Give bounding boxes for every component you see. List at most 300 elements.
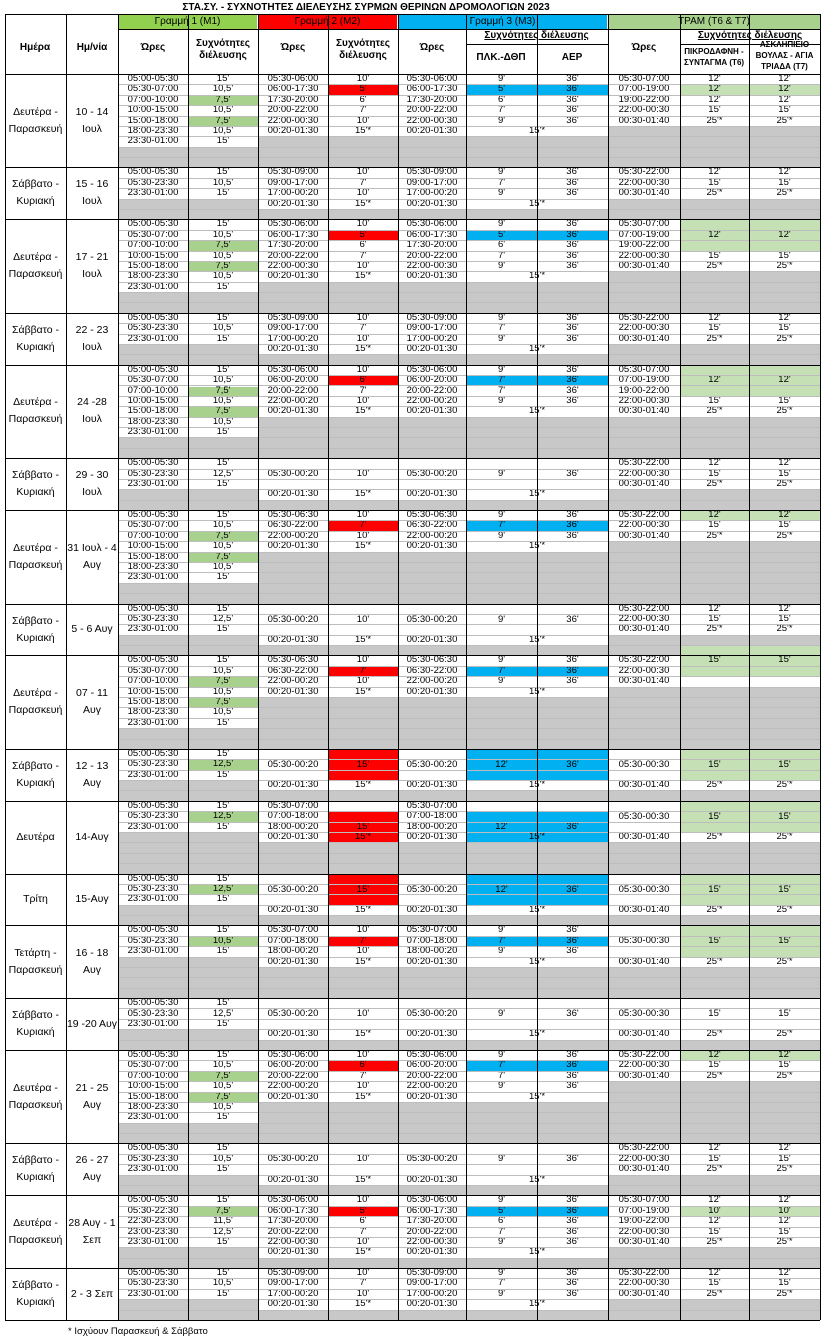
line-m1-header: Γραμμή 1 (M1) bbox=[118, 15, 257, 29]
time-range: 20:00-22:00 bbox=[406, 384, 458, 396]
grid-line bbox=[118, 14, 119, 1320]
time-range: 05:30-09:00 bbox=[267, 311, 319, 323]
grid-line bbox=[5, 1143, 820, 1144]
time-range: 05:30-22:00 bbox=[618, 602, 670, 614]
time-range: 22:00-00:30 bbox=[267, 259, 319, 271]
frequency-value: 9' bbox=[497, 1153, 506, 1165]
grid-line bbox=[118, 759, 820, 760]
time-range: 22:00-00:30 bbox=[618, 467, 670, 479]
frequency-value: 7,5' bbox=[215, 550, 231, 562]
grid-line bbox=[118, 552, 820, 553]
time-range: 17:30-20:00 bbox=[267, 93, 319, 105]
frequency-value: 15' bbox=[778, 883, 791, 895]
frequency-value: 12' bbox=[495, 883, 508, 895]
frequency-value: 6' bbox=[359, 93, 367, 105]
time-range: 05:30-00:20 bbox=[406, 1153, 458, 1165]
frequency-value: 15' bbox=[216, 820, 230, 832]
frequency-value: 7' bbox=[359, 934, 367, 946]
time-range: 15:00-18:00 bbox=[127, 550, 179, 562]
grid-line bbox=[118, 1154, 820, 1155]
frequency-value: 25'* bbox=[706, 779, 723, 791]
grid-line bbox=[328, 14, 329, 1320]
frequency-value: 15' bbox=[216, 1017, 230, 1029]
grid-line bbox=[118, 1081, 820, 1082]
frequency-value: 15' bbox=[356, 883, 370, 895]
frequency-value: 7,5' bbox=[215, 405, 231, 417]
frequency-value: 36' bbox=[566, 1225, 579, 1237]
time-range: 19:00-22:00 bbox=[618, 93, 670, 105]
time-range: 23:30-01:00 bbox=[127, 768, 179, 780]
frequency-value: 36' bbox=[566, 1059, 579, 1071]
frequency-value: 15' bbox=[216, 1111, 230, 1123]
grid-line bbox=[118, 261, 820, 262]
date-column-header: Ημ/νία bbox=[76, 42, 108, 53]
frequency-value: 9' bbox=[497, 1287, 506, 1299]
grid-line bbox=[5, 655, 820, 656]
frequency-value: 15' bbox=[778, 467, 791, 479]
grid-line bbox=[118, 967, 820, 968]
time-range: 05:00-05:30 bbox=[127, 1049, 179, 1061]
grid-line bbox=[118, 541, 820, 542]
time-range: 07:00-18:00 bbox=[267, 934, 319, 946]
frequency-value: 36' bbox=[566, 93, 579, 105]
time-range: 22:00-00:20 bbox=[406, 394, 458, 406]
frequency-value: 6' bbox=[497, 239, 506, 251]
time-range: 10:00-15:00 bbox=[127, 249, 179, 261]
frequency-value: 5' bbox=[497, 228, 506, 240]
frequency-value: 12' bbox=[708, 509, 721, 521]
grid-line bbox=[118, 105, 820, 106]
frequency-value: 10,5' bbox=[212, 394, 234, 406]
frequency-value: 7' bbox=[359, 1069, 367, 1081]
grid-line bbox=[118, 915, 820, 916]
frequency-value: 25'* bbox=[776, 779, 793, 791]
time-range: 00:30-01:40 bbox=[618, 405, 670, 417]
frequency-value: 9' bbox=[497, 675, 506, 687]
frequency-value: 10,5' bbox=[212, 706, 234, 718]
frequency-value: 15'* bbox=[528, 779, 546, 791]
frequency-value: 15' bbox=[216, 924, 230, 936]
grid-line bbox=[118, 157, 820, 158]
frequency-value: 36' bbox=[566, 114, 579, 126]
frequency-value: 9' bbox=[497, 259, 506, 271]
grid-line bbox=[820, 14, 821, 1320]
grid-line bbox=[118, 1278, 820, 1279]
grid-line bbox=[118, 572, 820, 573]
time-range: 05:00-05:30 bbox=[127, 73, 179, 84]
date-label: 17 - 21 Ιουλ bbox=[75, 251, 109, 281]
time-range: 23:30-01:00 bbox=[127, 135, 179, 147]
grid-line bbox=[66, 14, 67, 1320]
frequency-value: 7' bbox=[359, 249, 367, 261]
grid-line bbox=[118, 1247, 820, 1248]
frequency-value: 12,5' bbox=[212, 882, 234, 894]
time-range: 05:30-07:00 bbox=[127, 1059, 179, 1071]
time-range: 00:30-01:40 bbox=[618, 1163, 670, 1175]
line-m3-header: Γραμμή 3 (M3) bbox=[398, 15, 607, 29]
frequency-value: 25'* bbox=[776, 623, 793, 635]
time-range: 20:00-22:00 bbox=[267, 104, 319, 116]
frequency-value: 25'* bbox=[776, 405, 793, 417]
frequency-value: 15' bbox=[778, 394, 791, 406]
day-label: Δευτέρα - Παρασκευή bbox=[8, 541, 63, 571]
grid-line bbox=[5, 874, 820, 875]
frequency-value: 15'* bbox=[528, 1090, 546, 1102]
frequency-value: 15' bbox=[216, 1163, 230, 1175]
date-label: 16 - 18 Αυγ bbox=[75, 946, 109, 976]
grid-line bbox=[118, 1206, 820, 1207]
frequency-value: 36' bbox=[566, 363, 579, 375]
frequency-value: 25'* bbox=[706, 1028, 723, 1040]
frequency-value: 12' bbox=[778, 93, 791, 105]
time-range: 22:00-00:30 bbox=[618, 1225, 670, 1237]
grid-line bbox=[118, 1185, 820, 1186]
frequency-value: 25'* bbox=[706, 259, 723, 271]
time-range: 20:00-22:00 bbox=[267, 249, 319, 261]
frequency-value: 15'* bbox=[528, 830, 546, 842]
time-range: 17:00-00:20 bbox=[267, 1287, 319, 1299]
time-range: 23:30-01:00 bbox=[127, 571, 179, 583]
time-range: 00:20-01:30 bbox=[267, 197, 319, 209]
frequency-value: 10,5' bbox=[212, 561, 234, 573]
date-label: 5 - 6 Αυγ bbox=[71, 623, 113, 635]
frequency-value: 15'* bbox=[354, 405, 372, 417]
day-label: Σάββατο - Κυριακή bbox=[12, 178, 59, 208]
date-label: 24 -28 Ιουλ bbox=[77, 396, 107, 426]
time-range: 07:00-10:00 bbox=[127, 529, 179, 541]
grid-line bbox=[118, 396, 820, 397]
time-range: 06:00-17:30 bbox=[267, 83, 319, 95]
frequency-value: 6' bbox=[359, 374, 367, 386]
grid-line bbox=[118, 884, 820, 885]
grid-line bbox=[118, 116, 820, 117]
time-range: 18:00-23:30 bbox=[127, 415, 179, 427]
time-range: 05:00-05:30 bbox=[127, 924, 179, 936]
frequency-value: 15' bbox=[778, 810, 791, 822]
frequency-value: 36' bbox=[566, 758, 579, 770]
frequency-value: 10' bbox=[356, 1287, 370, 1299]
day-label: Σάββατο - Κυριακή bbox=[12, 614, 59, 644]
frequency-value: 15'* bbox=[528, 1298, 546, 1310]
time-range: 00:20-01:30 bbox=[406, 1173, 458, 1185]
frequency-value: 12' bbox=[778, 311, 791, 323]
frequency-value: 36' bbox=[566, 1204, 579, 1216]
grid-line bbox=[5, 1195, 820, 1196]
grid-line bbox=[118, 292, 820, 293]
frequency-value: 15'* bbox=[528, 1173, 546, 1185]
time-range: 00:30-01:40 bbox=[618, 1287, 670, 1299]
time-range: 23:30-01:00 bbox=[127, 477, 179, 489]
frequency-value: 15' bbox=[708, 810, 721, 822]
time-range: 00:20-01:30 bbox=[267, 1173, 319, 1185]
frequency-value: 12' bbox=[708, 83, 721, 95]
time-range: 05:30-23:30 bbox=[127, 882, 179, 894]
grid-line bbox=[118, 697, 820, 698]
frequency-value: 36' bbox=[566, 104, 579, 116]
frequency-value: 25'* bbox=[706, 529, 723, 541]
day-label: Δευτέρα - Παρασκευή bbox=[8, 105, 63, 135]
frequency-value: 15' bbox=[708, 1008, 721, 1020]
empty-cell bbox=[398, 967, 608, 998]
frequency-value: 10' bbox=[356, 1267, 370, 1279]
time-range: 23:30-01:00 bbox=[127, 1287, 179, 1299]
time-range: 05:00-05:30 bbox=[127, 363, 179, 375]
tram-freq-header: Συχνότητες διέλευσης bbox=[697, 30, 803, 41]
time-range: 07:00-19:00 bbox=[618, 374, 670, 386]
grid-line bbox=[118, 614, 820, 615]
frequency-value: 15'* bbox=[354, 342, 372, 354]
frequency-value: 12' bbox=[778, 1142, 791, 1154]
time-range: 05:30-23:30 bbox=[127, 758, 179, 770]
frequency-value: 15'* bbox=[528, 903, 546, 915]
frequency-value: 25'* bbox=[706, 405, 723, 417]
grid-line bbox=[5, 998, 820, 999]
day-label: Δευτέρα - Παρασκευή bbox=[8, 687, 63, 717]
time-range: 23:30-01:00 bbox=[127, 187, 179, 199]
time-range: 00:20-01:30 bbox=[406, 1298, 458, 1310]
m1-freq-header: Συχνότητες διέλευσης bbox=[196, 38, 250, 61]
time-range: 18:00-23:30 bbox=[127, 270, 179, 282]
frequency-value: 15' bbox=[216, 332, 230, 344]
date-label: 26 - 27 Αυγ bbox=[75, 1154, 109, 1184]
time-range: 10:00-15:00 bbox=[127, 540, 179, 552]
frequency-value: 10,5' bbox=[212, 934, 234, 946]
line-m2-header: Γραμμή 2 (M2) bbox=[258, 15, 397, 29]
frequency-value: 10' bbox=[708, 1204, 721, 1216]
frequency-value: 12' bbox=[778, 374, 791, 386]
time-range: 00:30-01:40 bbox=[618, 830, 670, 842]
frequency-value: 25'* bbox=[706, 903, 723, 915]
frequency-value: 7' bbox=[359, 1277, 367, 1289]
frequency-value: 12,5' bbox=[212, 467, 234, 479]
frequency-value: 15' bbox=[778, 612, 791, 624]
frequency-value: 10,5' bbox=[212, 664, 234, 676]
frequency-value: 10' bbox=[356, 1049, 370, 1061]
frequency-value: 7,5' bbox=[215, 114, 231, 126]
frequency-value: 15' bbox=[216, 623, 230, 635]
frequency-value: 15'* bbox=[354, 540, 372, 552]
frequency-value: 15' bbox=[778, 1059, 791, 1071]
frequency-value: 25'* bbox=[776, 332, 793, 344]
frequency-value: 15' bbox=[216, 716, 230, 728]
frequency-value: 15'* bbox=[354, 1246, 372, 1258]
time-range: 05:30-06:30 bbox=[406, 509, 458, 521]
grid-line bbox=[118, 780, 820, 781]
time-range: 05:00-05:30 bbox=[127, 654, 179, 666]
frequency-value: 7,5' bbox=[215, 384, 231, 396]
grid-line bbox=[118, 832, 820, 833]
frequency-value: 15'* bbox=[528, 540, 546, 552]
frequency-value: 15'* bbox=[354, 633, 372, 645]
frequency-value: 9' bbox=[497, 529, 506, 541]
grid-line bbox=[5, 1320, 820, 1321]
frequency-value: 15'* bbox=[354, 1298, 372, 1310]
frequency-value: 15' bbox=[708, 1152, 721, 1164]
frequency-value: 15' bbox=[778, 1277, 791, 1289]
time-range: 22:00-00:20 bbox=[406, 1080, 458, 1092]
plk-header: ΠΛΚ.-ΔΘΠ bbox=[476, 52, 526, 63]
grid-line bbox=[118, 718, 820, 719]
time-range: 00:20-01:30 bbox=[267, 1090, 319, 1102]
time-range: 20:00-22:00 bbox=[406, 1069, 458, 1081]
time-range: 05:30-22:00 bbox=[618, 1142, 670, 1154]
frequency-value: 15' bbox=[778, 935, 791, 947]
grid-line bbox=[5, 313, 820, 314]
time-range: 06:00-17:30 bbox=[267, 1204, 319, 1216]
frequency-value: 9' bbox=[497, 1049, 506, 1061]
time-range: 00:20-01:30 bbox=[267, 779, 319, 791]
frequency-value: 25'* bbox=[706, 1069, 723, 1081]
time-range: 05:30-06:00 bbox=[406, 73, 458, 84]
date-label: 19 -20 Αυγ bbox=[66, 1017, 118, 1030]
grid-line bbox=[118, 1019, 820, 1020]
frequency-value: 12' bbox=[778, 509, 791, 521]
frequency-value: 7' bbox=[497, 374, 506, 386]
table-title: ΣΤΑ.ΣΥ. - ΣΥΧΝΟΤΗΤΕΣ ΔΙΕΛΕΥΣΗΣ ΣΥΡΜΩΝ ΘΕΡΙΝΩΝ ΔΡΟΜΟΛΟΓΙΩΝ 2023 bbox=[182, 2, 550, 13]
empty-cell bbox=[608, 915, 820, 925]
time-range: 17:00-00:20 bbox=[406, 187, 458, 199]
frequency-value: 10' bbox=[356, 654, 370, 666]
grid-line bbox=[118, 666, 820, 667]
time-range: 07:00-19:00 bbox=[618, 1204, 670, 1216]
grid-line bbox=[118, 282, 820, 283]
grid-line bbox=[118, 126, 820, 127]
frequency-value: 10,5' bbox=[212, 1080, 234, 1092]
frequency-value: 12,5' bbox=[212, 1007, 234, 1019]
frequency-value: 15' bbox=[778, 654, 791, 666]
date-label: 28 Αυγ - 1 Σεπ bbox=[68, 1216, 116, 1246]
time-range: 05:30-22:00 bbox=[618, 1267, 670, 1279]
time-range: 22:00-00:20 bbox=[267, 675, 319, 687]
day-label: Σάββατο - Κυριακή bbox=[12, 1154, 59, 1184]
frequency-value: 15' bbox=[778, 322, 791, 334]
time-range: 00:20-01:30 bbox=[406, 270, 458, 282]
grid-line bbox=[5, 510, 820, 511]
time-range: 00:20-01:30 bbox=[406, 633, 458, 645]
time-range: 05:30-23:30 bbox=[127, 810, 179, 822]
frequency-value: 12' bbox=[495, 758, 508, 770]
empty-cell bbox=[398, 282, 608, 313]
frequency-value: 36' bbox=[566, 820, 579, 832]
frequency-value: 10' bbox=[356, 187, 370, 199]
frequency-value: 15' bbox=[216, 945, 230, 957]
frequency-value: 25'* bbox=[706, 830, 723, 842]
frequency-value: 15'* bbox=[354, 270, 372, 282]
frequency-value: 15'* bbox=[528, 955, 546, 967]
frequency-value: 36' bbox=[566, 394, 579, 406]
time-range: 09:00-17:00 bbox=[406, 1277, 458, 1289]
frequency-value: 15' bbox=[778, 104, 791, 116]
frequency-value: 10,5' bbox=[212, 1152, 234, 1164]
t7-header: ΑΣΚΛΗΠΙΕΙΟ ΒΟΥΛΑΣ - ΑΓΙΑ ΤΡΙΑΔΑ (Τ7) bbox=[755, 40, 814, 71]
grid-line bbox=[118, 1164, 820, 1165]
frequency-value: 15'* bbox=[528, 405, 546, 417]
grid-line bbox=[118, 1008, 820, 1009]
frequency-value: 15' bbox=[708, 758, 721, 770]
time-range: 22:00-00:30 bbox=[618, 664, 670, 676]
grid-line bbox=[118, 1299, 820, 1300]
frequency-value: 36' bbox=[566, 322, 579, 334]
time-range: 09:00-17:00 bbox=[406, 322, 458, 334]
frequency-value: 25'* bbox=[706, 1163, 723, 1175]
grid-line bbox=[118, 728, 820, 729]
frequency-value: 9' bbox=[497, 187, 506, 199]
grid-line bbox=[5, 14, 820, 15]
frequency-value: 9' bbox=[497, 468, 506, 480]
frequency-value: 5' bbox=[497, 1204, 506, 1216]
frequency-value: 15'* bbox=[528, 124, 546, 136]
time-range: 17:30-20:00 bbox=[406, 1215, 458, 1227]
grid-line bbox=[118, 1175, 820, 1176]
time-range: 09:00-17:00 bbox=[267, 1277, 319, 1289]
frequency-value: 15' bbox=[216, 1049, 230, 1061]
frequency-value: 7' bbox=[359, 322, 367, 334]
frequency-value: 7,5' bbox=[215, 1204, 231, 1216]
frequency-value: 15' bbox=[216, 363, 230, 375]
grid-line bbox=[118, 147, 820, 148]
date-label: 12 - 13 Αυγ bbox=[75, 759, 109, 789]
frequency-value: 7' bbox=[359, 104, 367, 116]
frequency-value: 12' bbox=[708, 228, 721, 240]
frequency-value: 15' bbox=[216, 799, 230, 811]
grid-line bbox=[188, 14, 189, 1320]
time-range: 05:30-07:00 bbox=[127, 374, 179, 386]
frequency-value: 36' bbox=[566, 1049, 579, 1061]
empty-cell bbox=[398, 842, 608, 873]
time-range: 05:00-05:30 bbox=[127, 1194, 179, 1206]
time-range: 19:00-22:00 bbox=[618, 384, 670, 396]
time-range: 09:00-17:00 bbox=[406, 176, 458, 188]
frequency-value: 15'* bbox=[354, 955, 372, 967]
time-range: 00:20-01:30 bbox=[406, 1028, 458, 1040]
frequency-value: 36' bbox=[566, 187, 579, 199]
grid-line bbox=[5, 167, 820, 168]
time-range: 22:00-00:30 bbox=[618, 249, 670, 261]
frequency-value: 10' bbox=[356, 529, 370, 541]
grid-line bbox=[5, 14, 6, 1320]
frequency-value: 7' bbox=[497, 176, 506, 188]
grid-line bbox=[118, 739, 820, 740]
frequency-value: 15' bbox=[216, 166, 230, 178]
grid-line bbox=[118, 863, 820, 864]
frequency-value: 9' bbox=[497, 218, 506, 230]
frequency-value: 10,5' bbox=[212, 176, 234, 188]
frequency-value: 15' bbox=[216, 187, 230, 199]
time-range: 05:30-07:00 bbox=[267, 799, 319, 811]
time-range: 05:00-05:30 bbox=[127, 602, 179, 614]
grid-line bbox=[118, 500, 820, 501]
time-range: 06:00-17:30 bbox=[406, 228, 458, 240]
frequency-value: 15' bbox=[708, 322, 721, 334]
time-range: 00:30-01:40 bbox=[618, 187, 670, 199]
time-range: 05:30-07:00 bbox=[127, 228, 179, 240]
frequency-value: 15' bbox=[708, 654, 721, 666]
date-label: 15 - 16 Ιουλ bbox=[75, 178, 109, 208]
time-range: 00:20-01:30 bbox=[267, 342, 319, 354]
frequency-value: 25'* bbox=[776, 1287, 793, 1299]
time-range: 05:30-23:30 bbox=[127, 934, 179, 946]
frequency-value: 36' bbox=[566, 1069, 579, 1081]
time-range: 20:00-22:00 bbox=[406, 1225, 458, 1237]
time-range: 05:30-00:20 bbox=[406, 1008, 458, 1020]
frequency-value: 25'* bbox=[706, 1287, 723, 1299]
grid-line bbox=[118, 469, 820, 470]
m2-freq-header: Συχνότητες διέλευσης bbox=[336, 38, 390, 61]
frequency-value: 10' bbox=[356, 675, 370, 687]
grid-line bbox=[118, 1310, 820, 1311]
frequency-value: 10' bbox=[356, 332, 370, 344]
frequency-value: 25'* bbox=[776, 955, 793, 967]
